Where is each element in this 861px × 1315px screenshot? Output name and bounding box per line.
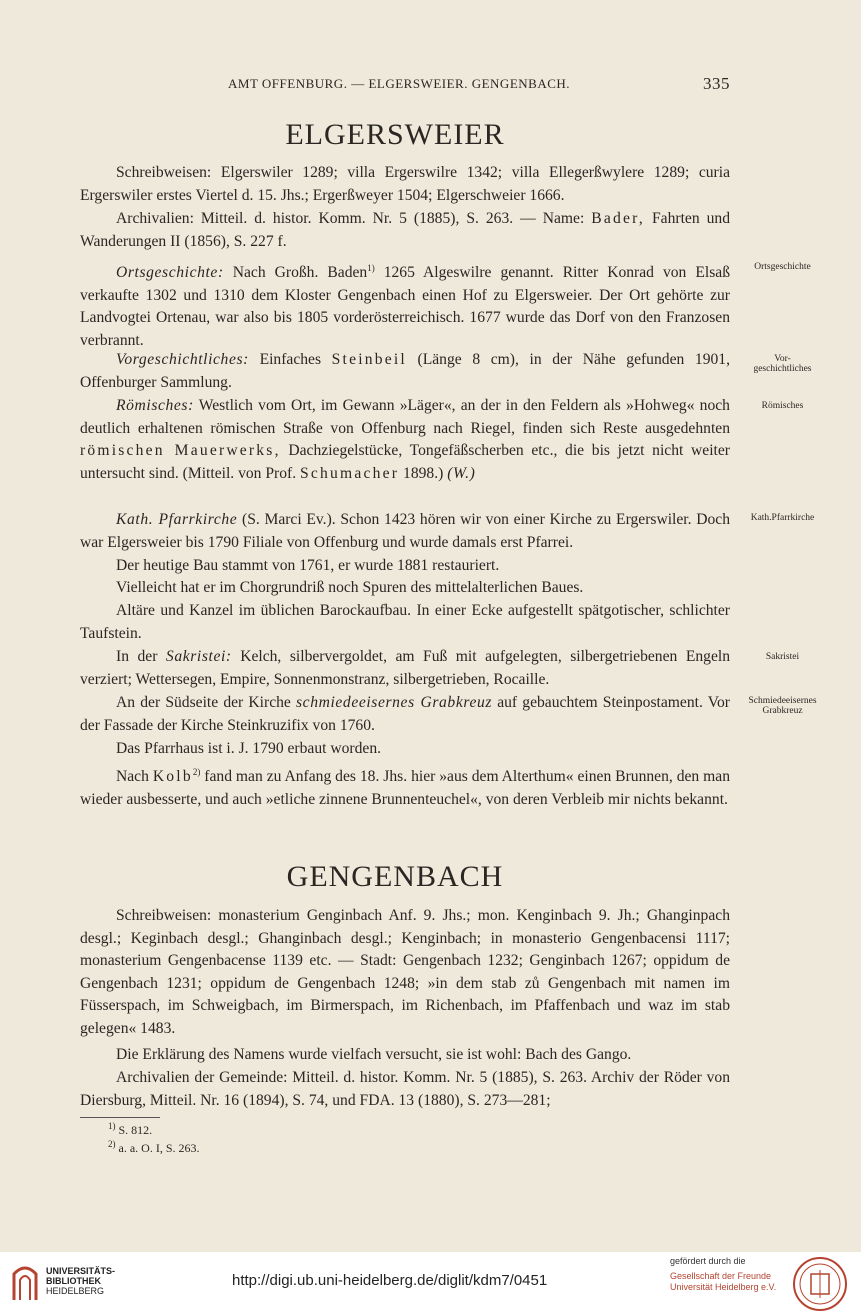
paragraph-vorgeschichtliches: Vorgeschichtliches: Einfaches Steinbeil (Länge 8 cm), in der Nähe gefunden 1901, Offenburger Sammlung.	[80, 351, 730, 391]
paragraph-chorgrundriss: Vielleicht hat er im Chorgrundriß noch Spuren des mittelalterlichen Baues.	[116, 579, 584, 596]
paragraph-kolb: Nach Kolb$^{2)}$ fand man zu Anfang des 18. Jhs. hier »aus dem Alterthum« einen Brunnen, den man wieder ausbesserte, und auch »etliche zinnene Brunnenteuchel«, von deren Verbleib mir nichts bekannt.	[80, 767, 730, 808]
running-head	[0, 74, 861, 94]
paragraph-sakristei: In der Sakristei: Kelch, silbervergoldet, am Fuß mit aufgelegten, silbergetriebenen Engeln verziert; Wettersegen, Empire, Sonnenmonstranz, silbergetrieben, Rocaille.	[80, 648, 730, 688]
footnote-1: $^{1)}$ S. 812.	[108, 1121, 153, 1137]
running-title: AMT OFFENBURG. — ELGERSWEIER. GENGENBACH.	[228, 76, 571, 91]
paragraph-bau: Der heutige Bau stammt von 1761, er wurde 1881 restauriert.	[116, 557, 500, 574]
paragraph-gengenbach-schreibweisen: Schreibweisen: monasterium Genginbach Anf. 9. Jhs.; mon. Kenginbach 9. Jh.; Ghanginpach desgl.; Keginbach desgl.; Ghanginbach desgl.; Kenginbach; in monasterio Gengenbacensi 1117; monasterium Gengenbacense 1139 etc. — Stadt: Gengenbach 1232; Genginbach 1267; oppidum de Gengenbach 1231; oppidum de Gengenbach 1248; »in dem stab zů Gengenbach mit namen im Füsserspach, im Schweigbach, im Birmerspach, im Richenbach, im Pfaffenbach und waz im stab gelegen« 1483.	[80, 907, 730, 1037]
paragraph-roemisches: Römisches: Westlich vom Ort, im Gewann »Läger«, an der in den Feldern als »Hohweg« noch deutlich erhaltenen römischen Straße von Offenburg nach Riegel, finden sich Reste ausgedehnten römischen Mauerwerks, Dachziegelstücke, Tongefäßscherben etc., die bis jetzt nicht weiter untersucht sind. (Mitteil. von Prof. Schumacher 1898.) (W.)	[80, 397, 730, 482]
footnote-ref-1: 1)	[367, 263, 375, 273]
sponsor-credit: gefördert durch die Gesellschaft der Freunde Universität Heidelberg e.V.	[670, 1256, 777, 1292]
university-seal-icon	[792, 1256, 848, 1312]
paragraph-altaere: Altäre und Kanzel im üblichen Barockaufbau. In einer Ecke aufgestellt spätgotischer, schlichter Taufstein.	[80, 602, 730, 642]
footnote-2: $^{2)}$ a. a. O. I, S. 263.	[108, 1139, 200, 1155]
paragraph-archivalien: Archivalien: Mitteil. d. histor. Komm. Nr. 5 (1885), S. 263. — Name: Bader, Fahrten und Wanderungen II (1856), S. 227 f.	[80, 210, 730, 250]
footnote-ref-2: 2)	[192, 767, 201, 777]
paragraph-gengenbach-archivalien: Archivalien der Gemeinde: Mitteil. d. histor. Komm. Nr. 5 (1885), S. 263. Archiv der Röder von Diersburg, Mitteil. Nr. 16 (1894), S. 74, und FDA. 13 (1880), S. 273—281;	[80, 1069, 730, 1109]
margin-note-sakristei: Sakristei	[765, 652, 800, 662]
digitization-footer	[0, 1252, 861, 1315]
margin-note-roemisches: Römisches	[761, 401, 804, 411]
library-name: UNIVERSITÄTS- BIBLIOTHEK HEIDELBERG	[46, 1266, 116, 1296]
paragraph-pfarrkirche: Kath. Pfarrkirche (S. Marci Ev.). Schon 1423 hören wir von einer Kirche zu Ergerswiler. Doch war Elgersweier bis 1790 Filiale von Offenburg und wurde damals erst Pfarrei.	[80, 511, 731, 551]
heading-elgersweier: ELGERSWEIER	[285, 118, 505, 151]
margin-note-pfarrkirche: Kath.Pfarrkirche	[750, 513, 815, 523]
author-signature: (W.)	[447, 464, 476, 482]
paragraph-gengenbach-erklaerung: Die Erklärung des Namens wurde vielfach versucht, sie ist wohl: Bach des Gango.	[116, 1046, 632, 1063]
heading-gengenbach: GENGENBACH	[286, 860, 504, 893]
margin-note-vorgeschichtliches: Vor- geschichtliches	[753, 354, 812, 374]
paragraph-grabkreuz: An der Südseite der Kirche schmiedeeisernes Grabkreuz auf gebauchtem Steinpostament. Vor der Fassade der Kirche Steinkruzifix von 1760.	[80, 694, 730, 734]
library-logo-icon	[10, 1260, 40, 1304]
page-number: 335	[703, 74, 730, 93]
permalink-url[interactable]: http://digi.ub.uni-heidelberg.de/diglit/kdm7/0451	[232, 1272, 548, 1289]
margin-note-ortsgeschichte: Ortsgeschichte	[754, 262, 811, 272]
paragraph-schreibweisen: Schreibweisen: Elgerswiler 1289; villa Ergerswilre 1342; villa Ellegerßwylere 1289; curia Ergerswiler erstes Viertel d. 15. Jhs.; Ergerßweyer 1504; Elgerschweier 1666.	[80, 164, 731, 204]
margin-note-grabkreuz: Schmiedeeisernes Grabkreuz	[748, 696, 817, 716]
paragraph-ortsgeschichte: Ortsgeschichte: Nach Großh. Baden$^{1)}$ 1265 Algeswilre genannt. Ritter Konrad von Elsaß verkaufte 1302 und 1310 dem Kloster Gengenbach einen Hof zu Elgersweier. Der Ort gehörte zur Landvogtei Ortenau, war also bis 1805 vorderösterreichisch. 1677 wurde das Dorf von den Franzosen verbrannt.	[80, 263, 730, 349]
paragraph-pfarrhaus: Das Pfarrhaus ist i. J. 1790 erbaut worden.	[116, 740, 382, 757]
footnote-divider	[80, 1117, 160, 1118]
